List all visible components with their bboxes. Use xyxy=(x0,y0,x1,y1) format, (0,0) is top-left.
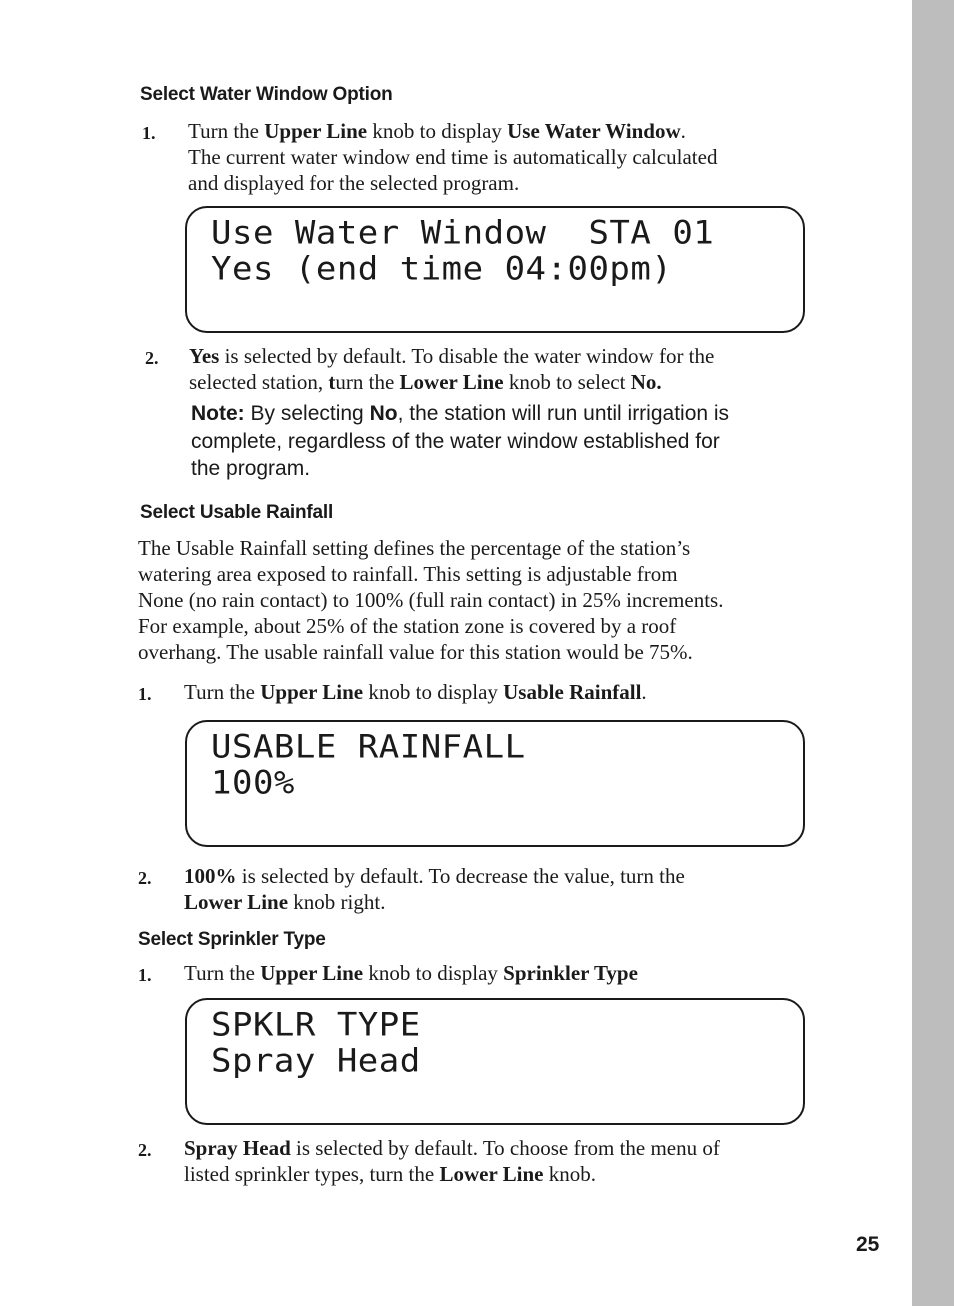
step-text: Spray Head is selected by default. To choose from the menu of xyxy=(184,1136,720,1160)
paragraph-line: overhang. The usable rainfall value for this station would be 75%. xyxy=(138,640,693,664)
page-edge-tab xyxy=(912,0,954,1306)
step-text: 100% is selected by default. To decrease the value, turn the xyxy=(184,864,685,888)
lcd-display-sprinkler-type xyxy=(185,998,805,1125)
lcd-display-usable-rainfall xyxy=(185,720,805,847)
step-text-line: The current water window end time is automatically calculated xyxy=(188,145,718,169)
lcd-line-lower: Yes (end time 04:00pm) xyxy=(211,250,673,289)
step-text-line: and displayed for the selected program. xyxy=(188,171,520,195)
note-label: Note: xyxy=(191,402,245,425)
step-text: Yes is selected by default. To disable the water window for the xyxy=(189,344,715,368)
step-text: Turn the Upper Line knob to display Use Water Window. xyxy=(188,119,686,143)
section-heading-usable-rainfall: Select Usable Rainfall xyxy=(140,502,334,523)
paragraph-line: The Usable Rainfall setting defines the percentage of the station’s xyxy=(138,536,691,560)
step-text-line: listed sprinkler types, turn the Lower Line knob. xyxy=(184,1162,596,1186)
section-heading-water-window: Select Water Window Option xyxy=(140,84,393,105)
note-text-line: complete, regardless of the water window established for xyxy=(191,430,720,453)
lcd-line-lower: Spray Head xyxy=(211,1042,421,1081)
lcd-line-upper: Use Water Window STA 01 xyxy=(211,214,715,253)
step-number: 1. xyxy=(142,123,156,143)
paragraph-line: watering area exposed to rainfall. This setting is adjustable from xyxy=(138,562,678,586)
paragraph-line: For example, about 25% of the station zone is covered by a roof xyxy=(138,614,677,638)
step-text: Turn the Upper Line knob to display Sprinkler Type xyxy=(184,961,638,985)
note-text-line: the program. xyxy=(191,457,311,480)
step-text-line: Lower Line knob right. xyxy=(184,890,386,914)
lcd-line-lower: 100% xyxy=(211,764,295,803)
lcd-display-water-window xyxy=(185,206,805,333)
step-text: Turn the Upper Line knob to display Usable Rainfall. xyxy=(184,680,647,704)
lcd-line-upper: USABLE RAINFALL xyxy=(211,728,526,767)
paragraph-line: None (no rain contact) to 100% (full rain contact) in 25% increments. xyxy=(138,588,724,612)
section-heading-sprinkler-type: Select Sprinkler Type xyxy=(138,929,326,950)
step-number: 1. xyxy=(138,965,152,985)
lcd-line-upper: SPKLR TYPE xyxy=(211,1006,421,1045)
step-text-line: selected station, turn the Lower Line knob to select No. xyxy=(189,370,662,394)
step-number: 2. xyxy=(145,348,159,368)
step-number: 2. xyxy=(138,868,152,888)
step-number: 2. xyxy=(138,1140,152,1160)
page-number: 25 xyxy=(856,1233,880,1256)
step-number: 1. xyxy=(138,684,152,704)
note-text: Note: By selecting No, the station will run until irrigation is xyxy=(191,402,730,425)
